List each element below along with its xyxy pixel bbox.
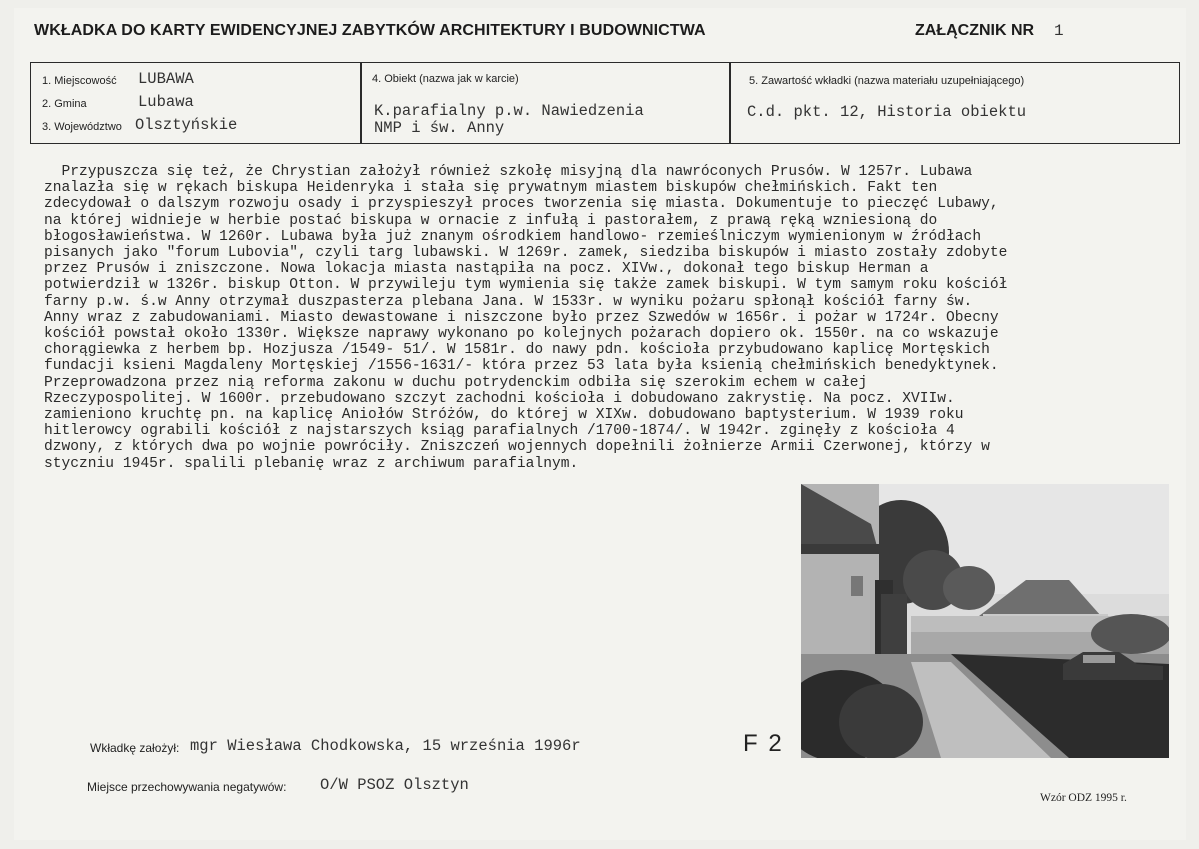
form-template-note: Wzór ODZ 1995 r. — [1040, 792, 1127, 804]
text-line: dzwony, z których dwa po wojnie powróciły. Zniszczeń wojennych dopełnili żołnierze Armii Czerwonej, którzy w — [44, 439, 990, 456]
text-line: Anny wraz z zabudowaniami. Miasto dewastowane i niszczone było przez Szwedów w 1656r. i pożar w 1724r. Obecny — [44, 309, 999, 326]
sheet-code: F 2 — [743, 730, 784, 757]
box-divider — [360, 63, 362, 143]
box-divider — [729, 63, 731, 143]
founder-value: mgr Wiesława Chodkowska, 15 września 1996r — [190, 737, 581, 755]
church-photograph — [801, 484, 1169, 758]
negatives-label: Miejsce przechowywania negatywów: — [87, 780, 287, 794]
commune-label: 2. Gmina — [42, 98, 87, 110]
text-line: kościół powstał około 1330r. Większe naprawy wykonano po kolejnych pożarach dopiero ok. 1550r. na co wskazuje — [44, 326, 999, 343]
identification-box — [30, 62, 1180, 144]
text-line: farny p.w. ś.w Anny otrzymał duszpasterza plebana Jana. W 1533r. w wyniku pożaru spłonął kościół farny św. — [44, 293, 973, 310]
text-line: Rzeczypospolitej. W 1600r. przebudowano szczyt zachodni kościoła i dobudowano zakrystię. Na pocz. XVIIw. — [44, 390, 955, 407]
text-line: Przypuszcza się też, że Chrystian założył również szkołę misyjną dla nawróconych Prusów. W 1257r. Lubawa — [44, 164, 973, 180]
contents-label: 5. Zawartość wkładki (nazwa materiału uzupełniającego) — [749, 75, 1025, 87]
annex-label: ZAŁĄCZNIK NR — [915, 22, 1035, 39]
text-line: styczniu 1945r. spalili plebanię wraz z archiwum parafialnym. — [44, 455, 579, 472]
text-line: pisanych jako "forum Lubovia", czyli targ lubawski. W 1269r. zamek, siedziba biskupów i miasto zostały zdobyte — [44, 245, 1008, 262]
object-label: 4. Obiekt (nazwa jak w karcie) — [372, 73, 519, 85]
text-line: zdecydował o dalszym rozwoju osady i przyspieszył proces tworzenia się miasta. Dokumentuje to pieczęć Lubawy, — [44, 196, 999, 213]
annex-number: 1 — [1054, 22, 1064, 40]
object-value-line2: NMP i św. Anny — [374, 119, 505, 137]
document-title: WKŁADKA DO KARTY EWIDENCYJNEJ ZABYTKÓW ARCHITEKTURY I BUDOWNICTWA — [34, 22, 706, 39]
text-line: Przeprowadzona przez nią reforma zakonu w duchu potrydenckim odbiła się szerokim echem w całej — [44, 374, 868, 391]
text-line: znalazła się w rękach biskupa Heidenryka i stała się prywatnym miastem biskupów chełmińskich. Fakt ten — [44, 180, 938, 197]
commune-value: Lubawa — [138, 93, 194, 111]
founder-label: Wkładkę założył: — [90, 741, 180, 755]
text-line: hitlerowcy ograbili kościół z najstarszych ksiąg parafialnych /1700-1874/. W 1942r. zginęły z kościoła 4 — [44, 423, 955, 440]
text-line: chorągiewka z herbem bp. Hozjusza /1549- 51/. W 1581r. do nawy pdn. kościoła przybudowano kaplicę Mortęskich — [44, 342, 990, 359]
history-text — [44, 164, 1164, 472]
text-line: fundacji ksieni Magdaleny Mortęskiej /1556-1631/- która przez 53 lata była ksienią chełmińskich benedyktynek. — [44, 358, 999, 375]
text-line: potwierdził w 1326r. biskup Otton. W przywileju tym wymienia się także zamek biskupi. W tym samym roku kościół — [44, 277, 1008, 294]
negatives-value: O/W PSOZ Olsztyn — [320, 776, 469, 794]
text-line: błogosławieństwa. W 1260r. Lubawa była już znanym ośrodkiem handlowo- rzemieślniczym wymienionym w źródłach — [44, 228, 982, 245]
place-value: LUBAWA — [138, 70, 194, 88]
contents-value: C.d. pkt. 12, Historia obiektu — [747, 103, 1027, 121]
place-label: 1. Miejscowość — [42, 75, 117, 87]
text-line: zamieniono kruchtę pn. na kaplicę Aniołów Stróżów, do której w XIXw. dobudowano baptysterium. W 1939 roku — [44, 407, 964, 424]
object-value-line1: K.parafialny p.w. Nawiedzenia — [374, 102, 644, 120]
voivodeship-label: 3. Województwo — [42, 121, 122, 133]
text-line: przez Prusów i zniszczone. Nowa lokacja miasta nastąpiła na pocz. XIVw., dokonał tego biskup Herman a — [44, 261, 929, 278]
text-line: na której widnieje w herbie postać biskupa w ornacie z infułą i pastorałem, z prawą ręką wzniesioną do — [44, 212, 938, 229]
voivodeship-value: Olsztyńskie — [135, 116, 238, 134]
